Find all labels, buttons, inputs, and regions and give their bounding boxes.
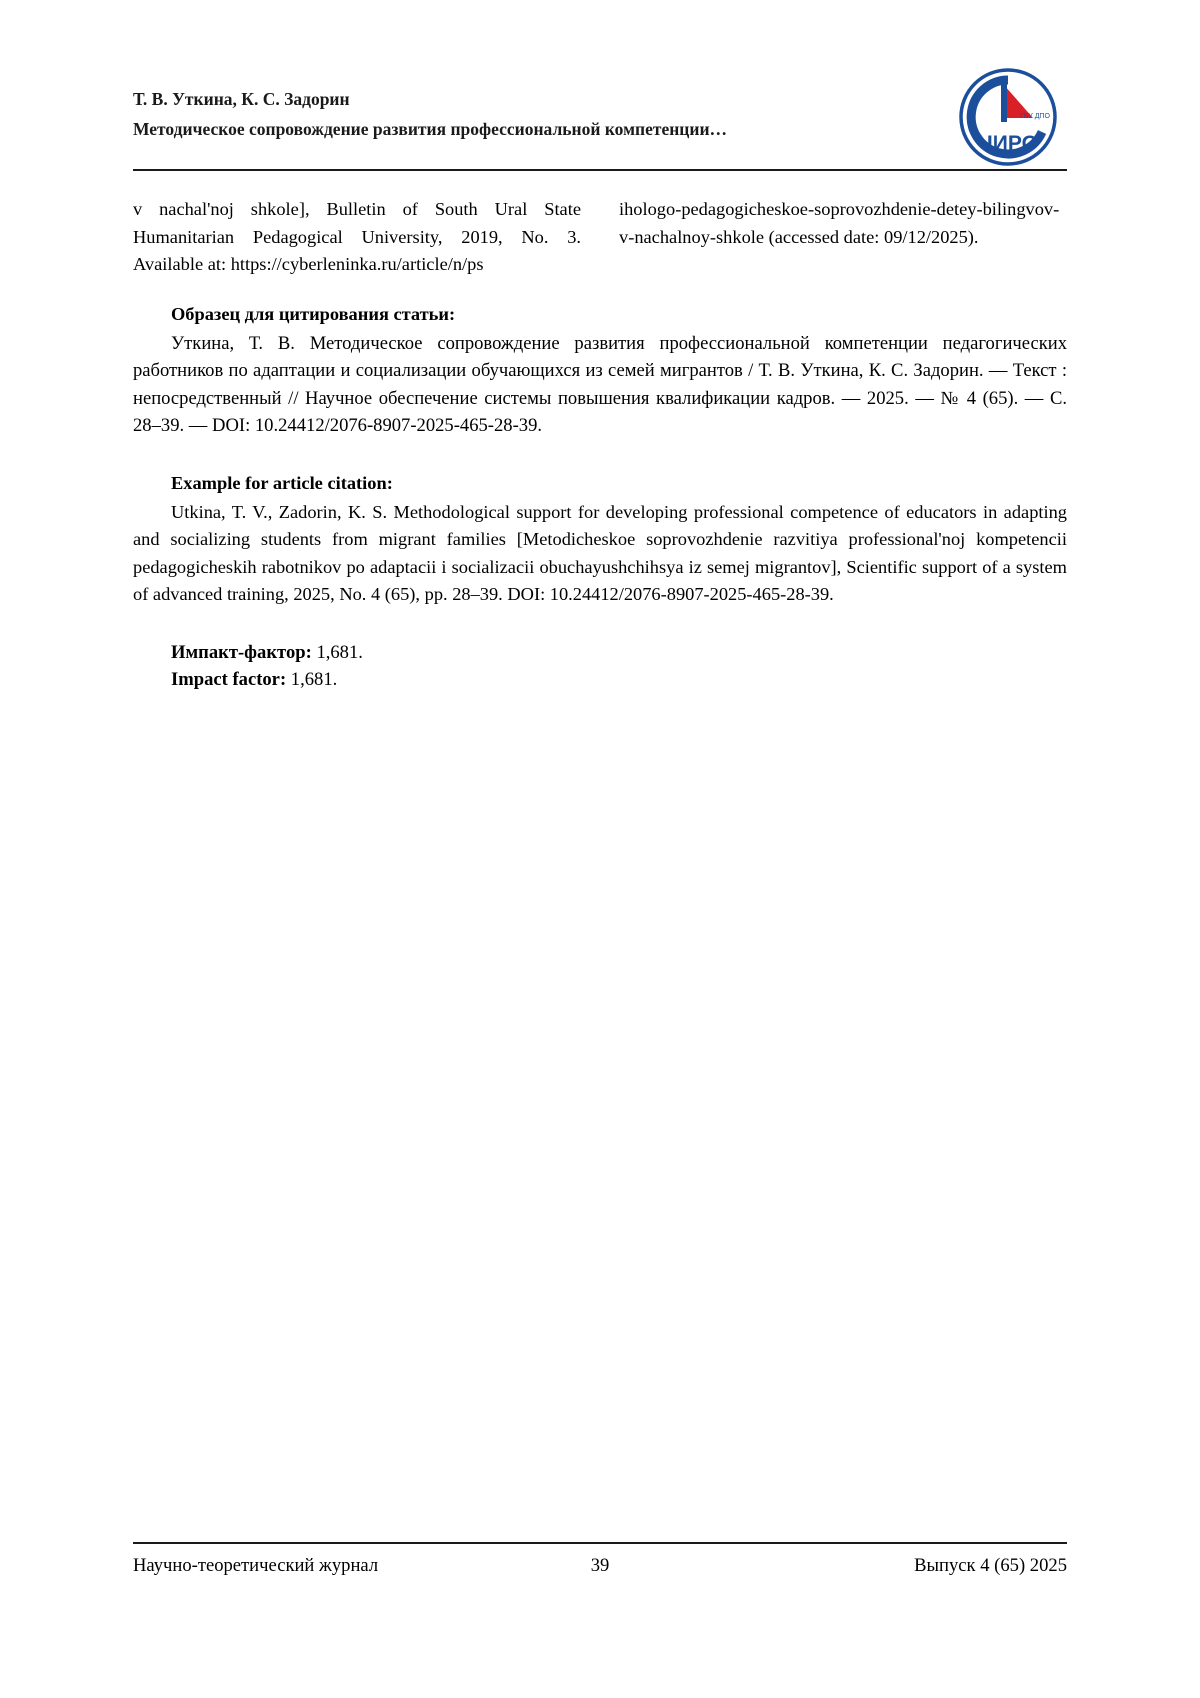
citation-ru-text: Уткина, Т. В. Методическое сопровождение развития профессиональной компетенции педагогических работников по адаптации и социализации обучающихся из семей мигрантов / Т. В. Уткина, К. С. Задорин. — Текст : непосредственный // Научное обеспечение системы повышения квалификации кадров. — 2025. — № 4 (65). — С. 28–39. — DOI: 10.24412/2076-8907-2025-465-28-39. [133, 332, 1067, 436]
citation-ru-heading: Образец для цитирования статьи: [171, 303, 456, 324]
impact-factor-en-line [133, 666, 1067, 694]
footer-divider [133, 1542, 1067, 1544]
header-text-block [133, 84, 893, 144]
header-divider [133, 169, 1067, 171]
references-column-right [619, 196, 1067, 279]
references-two-column [133, 196, 1067, 279]
header-authors: Т. В. Уткина, К. С. Задорин [133, 89, 350, 109]
impact-factor-block [133, 639, 1067, 694]
citation-en-heading: Example for article citation: [171, 472, 393, 493]
impact-factor-ru-line [133, 639, 1067, 667]
citation-en-block [133, 470, 1067, 609]
logo-small-text: ГБУ ДПО [1020, 113, 1050, 120]
page-header [133, 80, 1067, 180]
impact-factor-ru-value: 1,681. [316, 641, 363, 663]
citation-ru-block [133, 301, 1067, 440]
chiro-logo [949, 68, 1067, 166]
impact-factor-en-label: Impact factor: [171, 669, 287, 690]
reference-text-left: v nachal'noj shkole], Bulletin of South Ural State Humanitarian Pedagogical University, 2019, No. 3. Available at: https://cyberleninka.ru/article/n/ps [133, 199, 581, 274]
footer-row [133, 1555, 1067, 1577]
footer-issue: Выпуск 4 (65) 2025 [914, 1555, 1067, 1576]
impact-factor-en-value: 1,681. [290, 669, 338, 690]
footer-journal-name: Научно-теоретический журнал [133, 1555, 379, 1576]
header-article-title: Методическое сопровождение развития профессиональной компетенции… [133, 119, 728, 139]
logo-main-text: ЧИРО [978, 132, 1038, 155]
impact-factor-ru-label: Импакт-фактор: [171, 641, 312, 663]
page-content [133, 196, 1067, 694]
page-footer [133, 1542, 1067, 1577]
citation-en-text: Utkina, T. V., Zadorin, K. S. Methodological support for developing professional competence of educators in adapting and socializing students from migrant families [Metodicheskoe soprovozhdenie razvitiya professional'noj kompetencii pedagogicheskih rabotnikov po adaptacii i socializacii obuchayushchihsya iz semej migrantov], Scientific support of a system of advanced training, 2025, No. 4 (65), pp. 28–39. DOI: 10.24412/2076-8907-2025-465-28-39. [133, 501, 1067, 604]
reference-text-right: ihologo-pedagogicheskoe-soprovozhdenie-detey-bilingvov-v-nachalnoy-shkole (accessed date: 09/12/2025). [619, 199, 1060, 247]
references-column-left [133, 196, 581, 279]
footer-page-number: 39 [590, 1555, 610, 1576]
chiro-logo-graphic [949, 68, 1067, 166]
